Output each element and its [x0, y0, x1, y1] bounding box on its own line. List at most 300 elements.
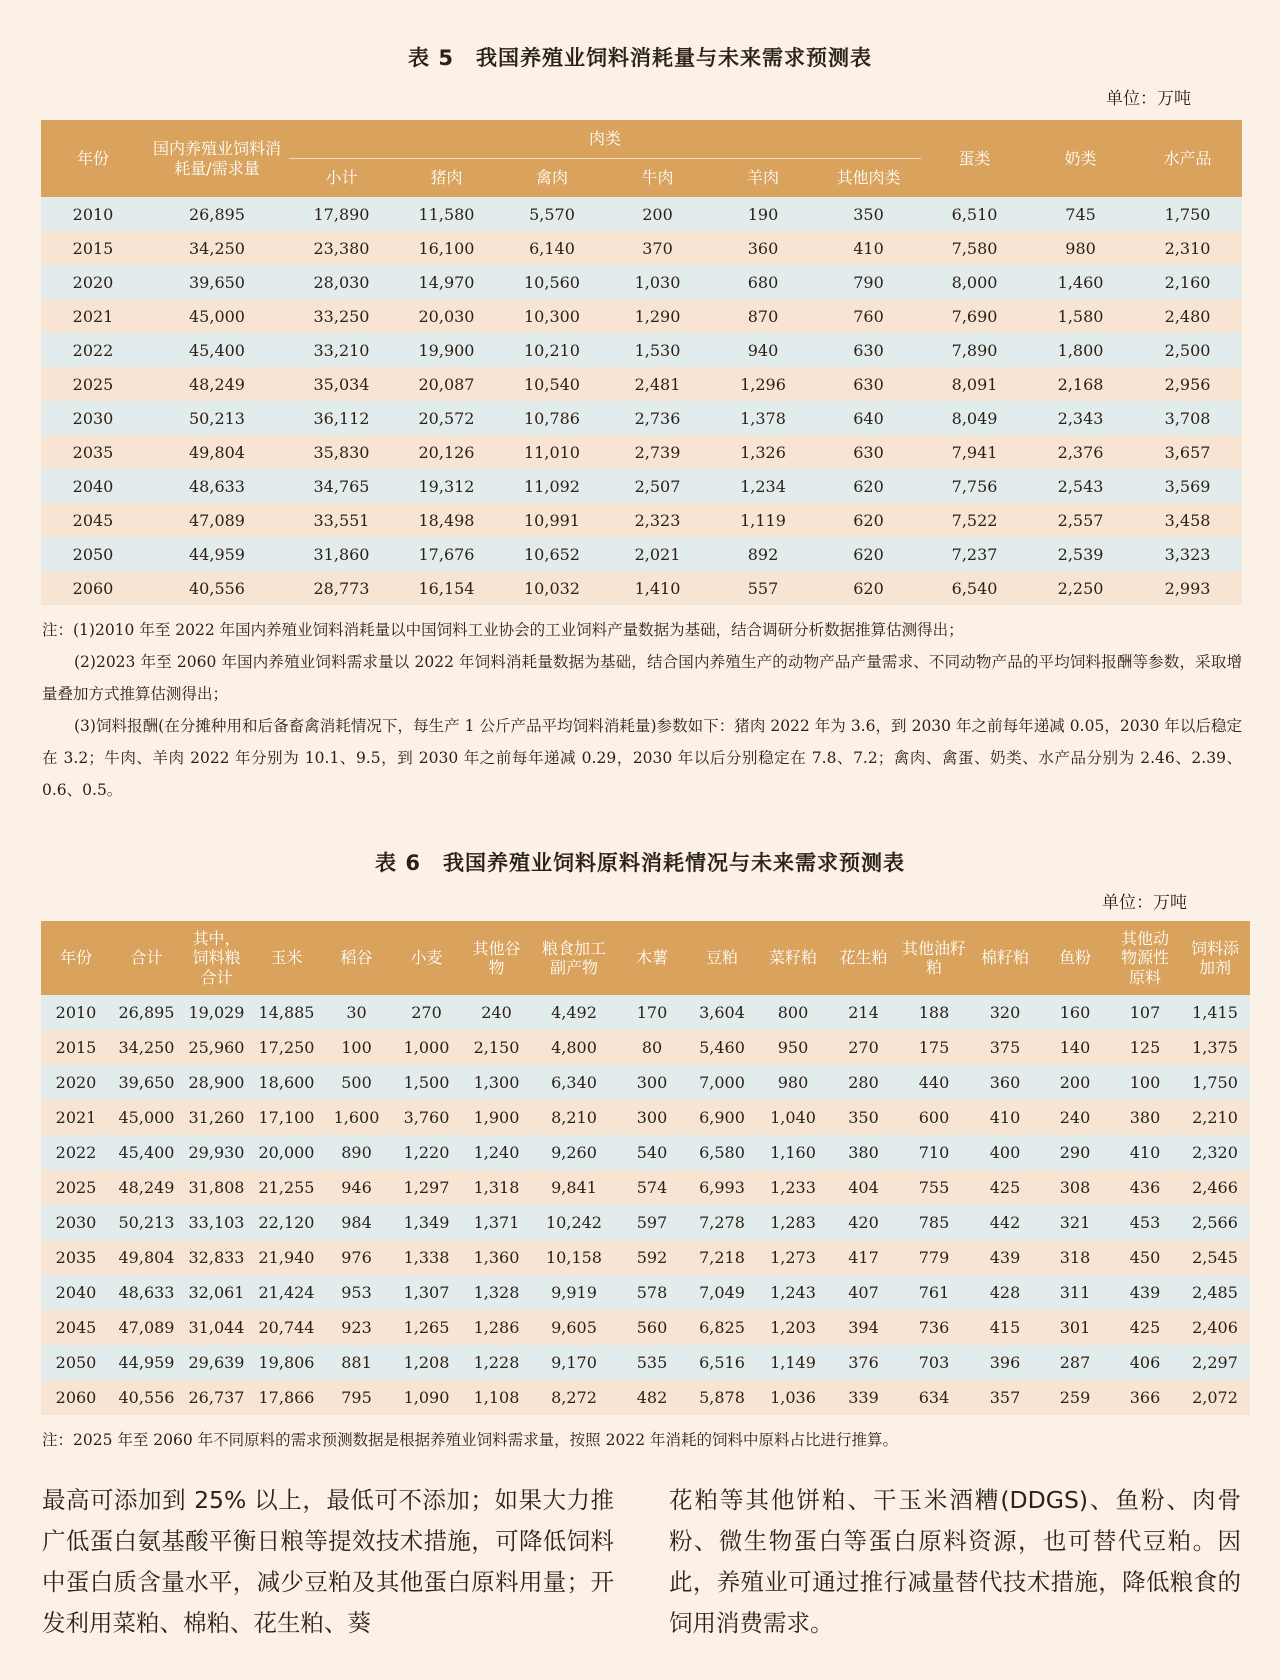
t6-cell: 2040 — [41, 1275, 111, 1310]
t5-cell: 33,210 — [289, 333, 394, 367]
t6-cell: 320 — [970, 995, 1040, 1030]
t6-cell: 2035 — [41, 1240, 111, 1275]
t5-cell: 1,530 — [605, 333, 710, 367]
t5-cell: 19,312 — [394, 469, 499, 503]
t6-cell: 394 — [829, 1310, 898, 1345]
t5-header-other-meat: 其他肉类 — [816, 159, 921, 198]
body-text-left: 最高可添加到 25% 以上，最低可不添加；如果大力推广低蛋白氨基酸平衡日粮等提效技术措施，可降低饲料中蛋白质含量水平，减少豆粕及其他蛋白原料用量；开发利用菜粕、棉粕、花生粕、葵 — [42, 1486, 614, 1637]
t6-cell: 2,297 — [1180, 1345, 1250, 1380]
t5-row — [41, 367, 1242, 401]
t5-header-subtotal: 小计 — [289, 159, 394, 198]
t6-cell: 19,029 — [182, 995, 251, 1030]
t5-cell: 10,032 — [499, 571, 605, 605]
t6-cell: 300 — [617, 1100, 687, 1135]
t5-header-milk: 奶类 — [1028, 120, 1133, 197]
t6-row — [41, 1240, 1250, 1275]
t6-cell: 32,061 — [182, 1275, 251, 1310]
t6-cell: 2050 — [41, 1345, 111, 1380]
t6-cell: 2045 — [41, 1310, 111, 1345]
t5-cell: 745 — [1028, 197, 1133, 231]
t6-cell: 2030 — [41, 1205, 111, 1240]
t6-cell: 1,600 — [322, 1100, 391, 1135]
t5-header-year: 年份 — [41, 120, 145, 197]
t5-cell: 2035 — [41, 435, 145, 469]
t6-cell: 453 — [1110, 1205, 1180, 1240]
t5-cell: 3,323 — [1133, 537, 1242, 571]
t6-header-cell: 其他谷物 — [462, 921, 531, 995]
t6-cell: 30 — [322, 995, 391, 1030]
t5-cell: 680 — [710, 265, 816, 299]
t5-cell: 2,250 — [1028, 571, 1133, 605]
t5-row — [41, 265, 1242, 299]
t6-cell: 439 — [970, 1240, 1040, 1275]
t6-cell: 270 — [829, 1030, 898, 1065]
t6-header-cell: 木薯 — [617, 921, 687, 995]
t6-cell: 2060 — [41, 1380, 111, 1415]
t5-cell: 630 — [816, 367, 921, 401]
t6-header-cell: 其中，饲料粮合计 — [182, 921, 251, 995]
t6-cell: 32,833 — [182, 1240, 251, 1275]
t5-cell: 7,941 — [921, 435, 1028, 469]
t5-cell: 2,168 — [1028, 367, 1133, 401]
t5-cell: 2030 — [41, 401, 145, 435]
t5-cell: 8,091 — [921, 367, 1028, 401]
t6-cell: 946 — [322, 1170, 391, 1205]
t6-cell: 366 — [1110, 1380, 1180, 1415]
t6-cell: 420 — [829, 1205, 898, 1240]
t5-cell: 20,030 — [394, 299, 499, 333]
t6-cell: 1,240 — [462, 1135, 531, 1170]
t5-cell: 1,326 — [710, 435, 816, 469]
t6-cell: 45,400 — [111, 1135, 182, 1170]
table5-unit: 单位：万吨 — [1106, 89, 1191, 109]
t6-cell: 1,349 — [391, 1205, 462, 1240]
t5-cell: 620 — [816, 503, 921, 537]
t6-cell: 1,750 — [1180, 1065, 1250, 1100]
t5-cell: 2021 — [41, 299, 145, 333]
t6-cell: 3,604 — [687, 995, 757, 1030]
t6-cell: 200 — [1040, 1065, 1110, 1100]
t5-cell: 1,030 — [605, 265, 710, 299]
t5-header-pork: 猪肉 — [394, 159, 499, 198]
t5-cell: 48,249 — [145, 367, 289, 401]
t6-cell: 376 — [829, 1345, 898, 1380]
t6-cell: 188 — [898, 995, 970, 1030]
t6-cell: 3,760 — [391, 1100, 462, 1135]
t6-cell: 6,825 — [687, 1310, 757, 1345]
t5-cell: 630 — [816, 435, 921, 469]
t6-cell: 2,566 — [1180, 1205, 1250, 1240]
t6-cell: 984 — [322, 1205, 391, 1240]
t6-cell: 761 — [898, 1275, 970, 1310]
t5-cell: 2,500 — [1133, 333, 1242, 367]
t6-cell: 50,213 — [111, 1205, 182, 1240]
t5-cell: 2015 — [41, 231, 145, 265]
t6-cell: 7,218 — [687, 1240, 757, 1275]
t6-cell: 1,160 — [757, 1135, 829, 1170]
t6-cell: 2,406 — [1180, 1310, 1250, 1345]
t5-cell: 980 — [1028, 231, 1133, 265]
t5-row — [41, 435, 1242, 469]
t6-cell: 1,036 — [757, 1380, 829, 1415]
t6-cell: 976 — [322, 1240, 391, 1275]
t5-header-total: 国内养殖业饲料消耗量/需求量 — [145, 120, 289, 197]
t6-cell: 31,260 — [182, 1100, 251, 1135]
t5-cell: 6,510 — [921, 197, 1028, 231]
t6-cell: 1,283 — [757, 1205, 829, 1240]
t6-cell: 47,089 — [111, 1310, 182, 1345]
t6-cell: 2,320 — [1180, 1135, 1250, 1170]
t5-cell: 7,756 — [921, 469, 1028, 503]
table6-title: 表 6 我国养殖业饲料原料消耗情况与未来需求预测表 — [375, 851, 905, 875]
t6-cell: 9,919 — [531, 1275, 617, 1310]
t5-cell: 2,543 — [1028, 469, 1133, 503]
t6-cell: 574 — [617, 1170, 687, 1205]
t5-cell: 370 — [605, 231, 710, 265]
t5-cell: 2,739 — [605, 435, 710, 469]
t6-cell: 49,804 — [111, 1240, 182, 1275]
t5-cell: 35,034 — [289, 367, 394, 401]
t6-cell: 26,737 — [182, 1380, 251, 1415]
t6-cell: 100 — [322, 1030, 391, 1065]
t5-row — [41, 299, 1242, 333]
t5-row — [41, 231, 1242, 265]
t6-header-cell: 玉米 — [251, 921, 322, 995]
t6-row — [41, 1100, 1250, 1135]
t6-cell: 318 — [1040, 1240, 1110, 1275]
t6-cell: 1,375 — [1180, 1030, 1250, 1065]
t5-cell: 350 — [816, 197, 921, 231]
t6-cell: 17,100 — [251, 1100, 322, 1135]
t6-cell: 2010 — [41, 995, 111, 1030]
t5-cell: 1,460 — [1028, 265, 1133, 299]
t6-cell: 6,340 — [531, 1065, 617, 1100]
t6-cell: 31,808 — [182, 1170, 251, 1205]
t6-cell: 440 — [898, 1065, 970, 1100]
t5-row — [41, 503, 1242, 537]
t5-cell: 5,570 — [499, 197, 605, 231]
t6-note: 注：2025 年至 2060 年不同原料的需求预测数据是根据养殖业饲料需求量，按照 2022 年消耗的饲料中原料占比进行推算。 — [42, 1431, 898, 1449]
t6-row — [41, 1065, 1250, 1100]
t6-cell: 175 — [898, 1030, 970, 1065]
table6 — [41, 921, 1250, 1415]
t5-cell: 2,481 — [605, 367, 710, 401]
t6-cell: 7,278 — [687, 1205, 757, 1240]
t5-cell: 3,569 — [1133, 469, 1242, 503]
t6-cell: 339 — [829, 1380, 898, 1415]
t5-cell: 28,030 — [289, 265, 394, 299]
t6-cell: 535 — [617, 1345, 687, 1380]
t5-note-2: (2)2023 年至 2060 年国内养殖业饲料需求量以 2022 年饲料消耗量数据为基础，结合国内养殖生产的动物产品产量需求、不同动物产品的平均饲料报酬等参数，采取增量叠加方式推算估测得出； — [42, 653, 1242, 703]
t6-cell: 1,415 — [1180, 995, 1250, 1030]
t6-cell: 5,878 — [687, 1380, 757, 1415]
t5-cell: 6,140 — [499, 231, 605, 265]
t5-cell: 39,650 — [145, 265, 289, 299]
t6-row — [41, 1345, 1250, 1380]
t5-cell: 45,400 — [145, 333, 289, 367]
t6-cell: 17,250 — [251, 1030, 322, 1065]
t6-cell: 6,580 — [687, 1135, 757, 1170]
t6-cell: 25,960 — [182, 1030, 251, 1065]
t6-cell: 980 — [757, 1065, 829, 1100]
t5-body — [41, 197, 1242, 605]
t6-cell: 436 — [1110, 1170, 1180, 1205]
t5-cell: 44,959 — [145, 537, 289, 571]
t6-cell: 785 — [898, 1205, 970, 1240]
body-text-right: 花粕等其他饼粕、干玉米酒糟(DDGS)、鱼粉、肉骨粉、微生物蛋白等蛋白原料资源，也可替代豆粕。因此，养殖业可通过推行减量替代技术措施，降低粮食的饲用消费需求。 — [669, 1486, 1241, 1637]
t6-cell: 1,090 — [391, 1380, 462, 1415]
t6-cell: 6,993 — [687, 1170, 757, 1205]
t6-cell: 1,108 — [462, 1380, 531, 1415]
t5-cell: 11,010 — [499, 435, 605, 469]
t6-cell: 4,800 — [531, 1030, 617, 1065]
t6-cell: 10,242 — [531, 1205, 617, 1240]
t6-row — [41, 1170, 1250, 1205]
t5-cell: 2,956 — [1133, 367, 1242, 401]
t5-cell: 34,765 — [289, 469, 394, 503]
t6-cell: 2,072 — [1180, 1380, 1250, 1415]
t6-cell: 1,149 — [757, 1345, 829, 1380]
t6-cell: 450 — [1110, 1240, 1180, 1275]
t5-cell: 1,800 — [1028, 333, 1133, 367]
t5-cell: 2,539 — [1028, 537, 1133, 571]
t5-cell: 557 — [710, 571, 816, 605]
t5-cell: 2,343 — [1028, 401, 1133, 435]
t5-cell: 3,657 — [1133, 435, 1242, 469]
t6-cell: 259 — [1040, 1380, 1110, 1415]
t6-cell: 2021 — [41, 1100, 111, 1135]
t5-cell: 2,993 — [1133, 571, 1242, 605]
t5-cell: 7,690 — [921, 299, 1028, 333]
t6-cell: 7,049 — [687, 1275, 757, 1310]
t5-cell: 3,708 — [1133, 401, 1242, 435]
t5-cell: 620 — [816, 571, 921, 605]
t5-cell: 2,310 — [1133, 231, 1242, 265]
t5-row — [41, 401, 1242, 435]
t5-cell: 17,676 — [394, 537, 499, 571]
t6-cell: 22,120 — [251, 1205, 322, 1240]
table6-unit: 单位：万吨 — [1102, 893, 1187, 913]
t5-cell: 28,773 — [289, 571, 394, 605]
t5-cell: 1,580 — [1028, 299, 1133, 333]
t6-cell: 6,516 — [687, 1345, 757, 1380]
t5-header-beef: 牛肉 — [605, 159, 710, 198]
t6-header-cell: 花生粕 — [829, 921, 898, 995]
t6-cell: 20,744 — [251, 1310, 322, 1345]
t5-header-mutton: 羊肉 — [710, 159, 816, 198]
t6-header-cell: 其他油籽粕 — [898, 921, 970, 995]
t6-cell: 578 — [617, 1275, 687, 1310]
t6-cell: 500 — [322, 1065, 391, 1100]
t5-cell: 16,100 — [394, 231, 499, 265]
t5-cell: 620 — [816, 469, 921, 503]
t5-row — [41, 537, 1242, 571]
t6-cell: 1,500 — [391, 1065, 462, 1100]
t6-row — [41, 1380, 1250, 1415]
t6-cell: 270 — [391, 995, 462, 1030]
t6-cell: 34,250 — [111, 1030, 182, 1065]
t6-cell: 170 — [617, 995, 687, 1030]
t5-cell: 10,991 — [499, 503, 605, 537]
t6-cell: 406 — [1110, 1345, 1180, 1380]
t6-cell: 2,150 — [462, 1030, 531, 1065]
t6-row — [41, 995, 1250, 1030]
t5-cell: 940 — [710, 333, 816, 367]
t6-cell: 410 — [1110, 1135, 1180, 1170]
t6-cell: 18,600 — [251, 1065, 322, 1100]
t5-cell: 40,556 — [145, 571, 289, 605]
t6-cell: 301 — [1040, 1310, 1110, 1345]
t5-cell: 1,234 — [710, 469, 816, 503]
t6-cell: 439 — [1110, 1275, 1180, 1310]
t6-cell: 125 — [1110, 1030, 1180, 1065]
t6-cell: 9,170 — [531, 1345, 617, 1380]
t6-cell: 482 — [617, 1380, 687, 1415]
t6-cell: 29,930 — [182, 1135, 251, 1170]
t6-cell: 1,900 — [462, 1100, 531, 1135]
t6-cell: 1,371 — [462, 1205, 531, 1240]
t5-cell: 1,296 — [710, 367, 816, 401]
t6-cell: 428 — [970, 1275, 1040, 1310]
t5-cell: 200 — [605, 197, 710, 231]
t5-header-poultry: 禽肉 — [499, 159, 605, 198]
t5-cell: 10,786 — [499, 401, 605, 435]
t5-cell: 10,560 — [499, 265, 605, 299]
table5 — [41, 120, 1242, 605]
t6-cell: 2022 — [41, 1135, 111, 1170]
t6-cell: 800 — [757, 995, 829, 1030]
t6-cell: 1,203 — [757, 1310, 829, 1345]
t6-cell: 39,650 — [111, 1065, 182, 1100]
t6-cell: 597 — [617, 1205, 687, 1240]
t6-cell: 417 — [829, 1240, 898, 1275]
t6-cell: 240 — [462, 995, 531, 1030]
t6-cell: 1,360 — [462, 1240, 531, 1275]
t5-cell: 50,213 — [145, 401, 289, 435]
t6-row — [41, 1030, 1250, 1065]
t6-cell: 2020 — [41, 1065, 111, 1100]
t6-cell: 415 — [970, 1310, 1040, 1345]
t5-row — [41, 469, 1242, 503]
t5-row — [41, 333, 1242, 367]
t5-cell: 2,323 — [605, 503, 710, 537]
t6-header-cell: 粮食加工副产物 — [531, 921, 617, 995]
t6-header-cell: 菜籽粕 — [757, 921, 829, 995]
t6-cell: 881 — [322, 1345, 391, 1380]
t6-cell: 540 — [617, 1135, 687, 1170]
t6-cell: 600 — [898, 1100, 970, 1135]
t6-header-cell: 豆粕 — [687, 921, 757, 995]
t5-cell: 11,092 — [499, 469, 605, 503]
t5-cell: 870 — [710, 299, 816, 333]
t5-cell: 2,557 — [1028, 503, 1133, 537]
t6-cell: 48,249 — [111, 1170, 182, 1205]
t6-cell: 1,338 — [391, 1240, 462, 1275]
t6-cell: 1,328 — [462, 1275, 531, 1310]
t6-cell: 1,228 — [462, 1345, 531, 1380]
t6-header-cell: 小麦 — [391, 921, 462, 995]
t5-cell: 3,458 — [1133, 503, 1242, 537]
t6-cell: 311 — [1040, 1275, 1110, 1310]
t5-note-3: (3)饲料报酬(在分摊种用和后备畜禽消耗情况下，每生产 1 公斤产品平均饲料消耗量)参数如下：猪肉 2022 年为 3.6，到 2030 年之前每年递减 0.05，2030 年以后稳定在 3.2；牛肉、羊肉 2022 年分别为 10.1、9.5，到 2030 年之前每年递减 0.29，2030 年以后分别稳定在 7.8、7.2；禽肉、禽蛋、奶类、水产品分别为 2.46、2.39、0.6、0.5。 — [42, 717, 1242, 799]
t5-cell: 2060 — [41, 571, 145, 605]
t5-cell: 10,300 — [499, 299, 605, 333]
t5-cell: 17,890 — [289, 197, 394, 231]
t5-row — [41, 197, 1242, 231]
t5-cell: 35,830 — [289, 435, 394, 469]
t5-cell: 2,376 — [1028, 435, 1133, 469]
t5-cell: 1,410 — [605, 571, 710, 605]
t6-cell: 19,806 — [251, 1345, 322, 1380]
t6-cell: 425 — [970, 1170, 1040, 1205]
t6-cell: 425 — [1110, 1310, 1180, 1345]
t5-cell: 790 — [816, 265, 921, 299]
t6-cell: 44,959 — [111, 1345, 182, 1380]
t5-row — [41, 571, 1242, 605]
t6-cell: 100 — [1110, 1065, 1180, 1100]
t5-cell: 2,480 — [1133, 299, 1242, 333]
t5-cell: 23,380 — [289, 231, 394, 265]
t5-cell: 14,970 — [394, 265, 499, 299]
t5-cell: 7,890 — [921, 333, 1028, 367]
t6-cell: 779 — [898, 1240, 970, 1275]
t6-cell: 1,040 — [757, 1100, 829, 1135]
t5-cell: 640 — [816, 401, 921, 435]
t5-cell: 2010 — [41, 197, 145, 231]
t6-row — [41, 1275, 1250, 1310]
t6-cell: 1,000 — [391, 1030, 462, 1065]
t5-notes — [42, 614, 1242, 806]
t5-cell: 49,804 — [145, 435, 289, 469]
t6-cell: 280 — [829, 1065, 898, 1100]
t5-cell: 360 — [710, 231, 816, 265]
t6-cell: 404 — [829, 1170, 898, 1205]
t6-cell: 1,307 — [391, 1275, 462, 1310]
t6-cell: 950 — [757, 1030, 829, 1065]
t6-cell: 26,895 — [111, 995, 182, 1030]
t6-cell: 4,492 — [531, 995, 617, 1030]
t5-cell: 2,160 — [1133, 265, 1242, 299]
t6-cell: 140 — [1040, 1030, 1110, 1065]
t5-cell: 16,154 — [394, 571, 499, 605]
t6-body — [41, 995, 1250, 1415]
t5-cell: 26,895 — [145, 197, 289, 231]
t6-cell: 360 — [970, 1065, 1040, 1100]
t5-cell: 10,652 — [499, 537, 605, 571]
t5-cell: 20,126 — [394, 435, 499, 469]
t6-cell: 755 — [898, 1170, 970, 1205]
t6-header-cell: 鱼粉 — [1040, 921, 1110, 995]
t6-header-cell: 合计 — [111, 921, 182, 995]
t6-cell: 240 — [1040, 1100, 1110, 1135]
t6-cell: 380 — [829, 1135, 898, 1170]
t6-cell: 736 — [898, 1310, 970, 1345]
t5-cell: 19,900 — [394, 333, 499, 367]
t6-cell: 923 — [322, 1310, 391, 1345]
t6-header-cell: 年份 — [41, 921, 111, 995]
t6-cell: 300 — [617, 1065, 687, 1100]
t5-cell: 7,237 — [921, 537, 1028, 571]
t5-cell: 36,112 — [289, 401, 394, 435]
t6-cell: 442 — [970, 1205, 1040, 1240]
t6-cell: 2015 — [41, 1030, 111, 1065]
t6-cell: 290 — [1040, 1135, 1110, 1170]
t5-cell: 1,378 — [710, 401, 816, 435]
t6-cell: 29,639 — [182, 1345, 251, 1380]
t6-cell: 410 — [970, 1100, 1040, 1135]
t6-header-cell: 稻谷 — [322, 921, 391, 995]
t5-cell: 760 — [816, 299, 921, 333]
